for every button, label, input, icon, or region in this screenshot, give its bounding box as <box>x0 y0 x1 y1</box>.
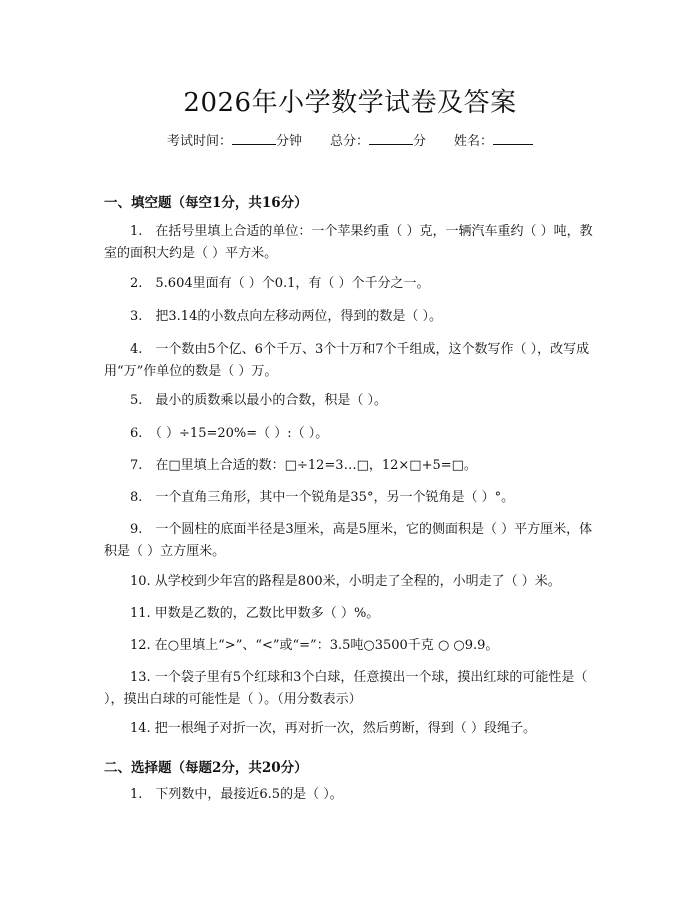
question-item: 14. 把一根绳子对折一次，再对折一次，然后剪断，得到（ ）段绳子。 <box>130 721 536 736</box>
exam-time-field <box>167 130 302 149</box>
question-item: 7. 在□里填上合适的数：□÷12=3…□，12×□+5=□。 <box>130 458 477 473</box>
page-title: 2026年小学数学试卷及答案 <box>183 88 517 118</box>
question-item: 9. 一个圆柱的底面半径是3厘米，高是5厘米，它的侧面积是（ ）平方厘米，体积是（ ）立方厘米。 <box>104 522 593 559</box>
total-score-label: 总分： <box>329 134 369 149</box>
student-name-label: 姓名： <box>454 134 494 149</box>
question-item: 13. 一个袋子里有5个红球和3个白球，任意摸出一个球，摸出红球的可能性是（ ），摸出白球的可能性是（ ）。（用分数表示） <box>104 670 588 707</box>
total-score-unit: 分 <box>413 134 427 149</box>
section-title-fill-in: 一、填空题（每空1分，共16分） <box>104 195 308 211</box>
exam-time-label: 考试时间： <box>166 134 232 149</box>
question-item: 6. （ ）÷15=20%=（ ）:（ ）。 <box>130 426 329 441</box>
question-item: 4. 一个数由5个亿、6个千万、3个十万和7个千组成，这个数写作（ ），改写成用“万”作单位的数是（ ）万。 <box>104 342 590 379</box>
exam-info-line <box>0 130 700 149</box>
question-item: 5. 最小的质数乘以最小的合数，积是（ ）。 <box>130 393 388 408</box>
question-item: 10. 从学校到少年宫的路程是800米，小明走了全程的，小明走了（ ）米。 <box>130 574 561 589</box>
question-item: 3. 把3.14的小数点向左移动两位，得到的数是（ ）。 <box>130 309 442 324</box>
question-item: 11. 甲数是乙数的，乙数比甲数多（ ）%。 <box>130 606 380 621</box>
total-score-field <box>330 130 426 149</box>
total-score-blank[interactable] <box>369 144 413 145</box>
question-item: 8. 一个直角三角形，其中一个锐角是35°，另一个锐角是（ ）°。 <box>130 490 515 505</box>
question-item: 1. 下列数中，最接近6.5的是（ ）。 <box>130 787 343 802</box>
student-name-field <box>454 130 533 149</box>
section-title-multiple-choice: 二、选择题（每题2分，共20分） <box>104 760 308 776</box>
question-item: 12. 在○里填上“>”、“<”或“=”：3.5吨○3500千克 ○ ○9.9。 <box>130 638 499 653</box>
exam-time-blank[interactable] <box>232 144 276 145</box>
exam-time-unit: 分钟 <box>275 134 302 149</box>
student-name-blank[interactable] <box>493 144 533 145</box>
question-item: 1. 在括号里填上合适的单位：一个苹果约重（ ）克，一辆汽车重约（ ）吨，教室的面积大约是（ ）平方米。 <box>104 224 593 261</box>
question-item: 2. 5.604里面有（ ）个0.1，有（ ）个千分之一。 <box>130 276 430 291</box>
